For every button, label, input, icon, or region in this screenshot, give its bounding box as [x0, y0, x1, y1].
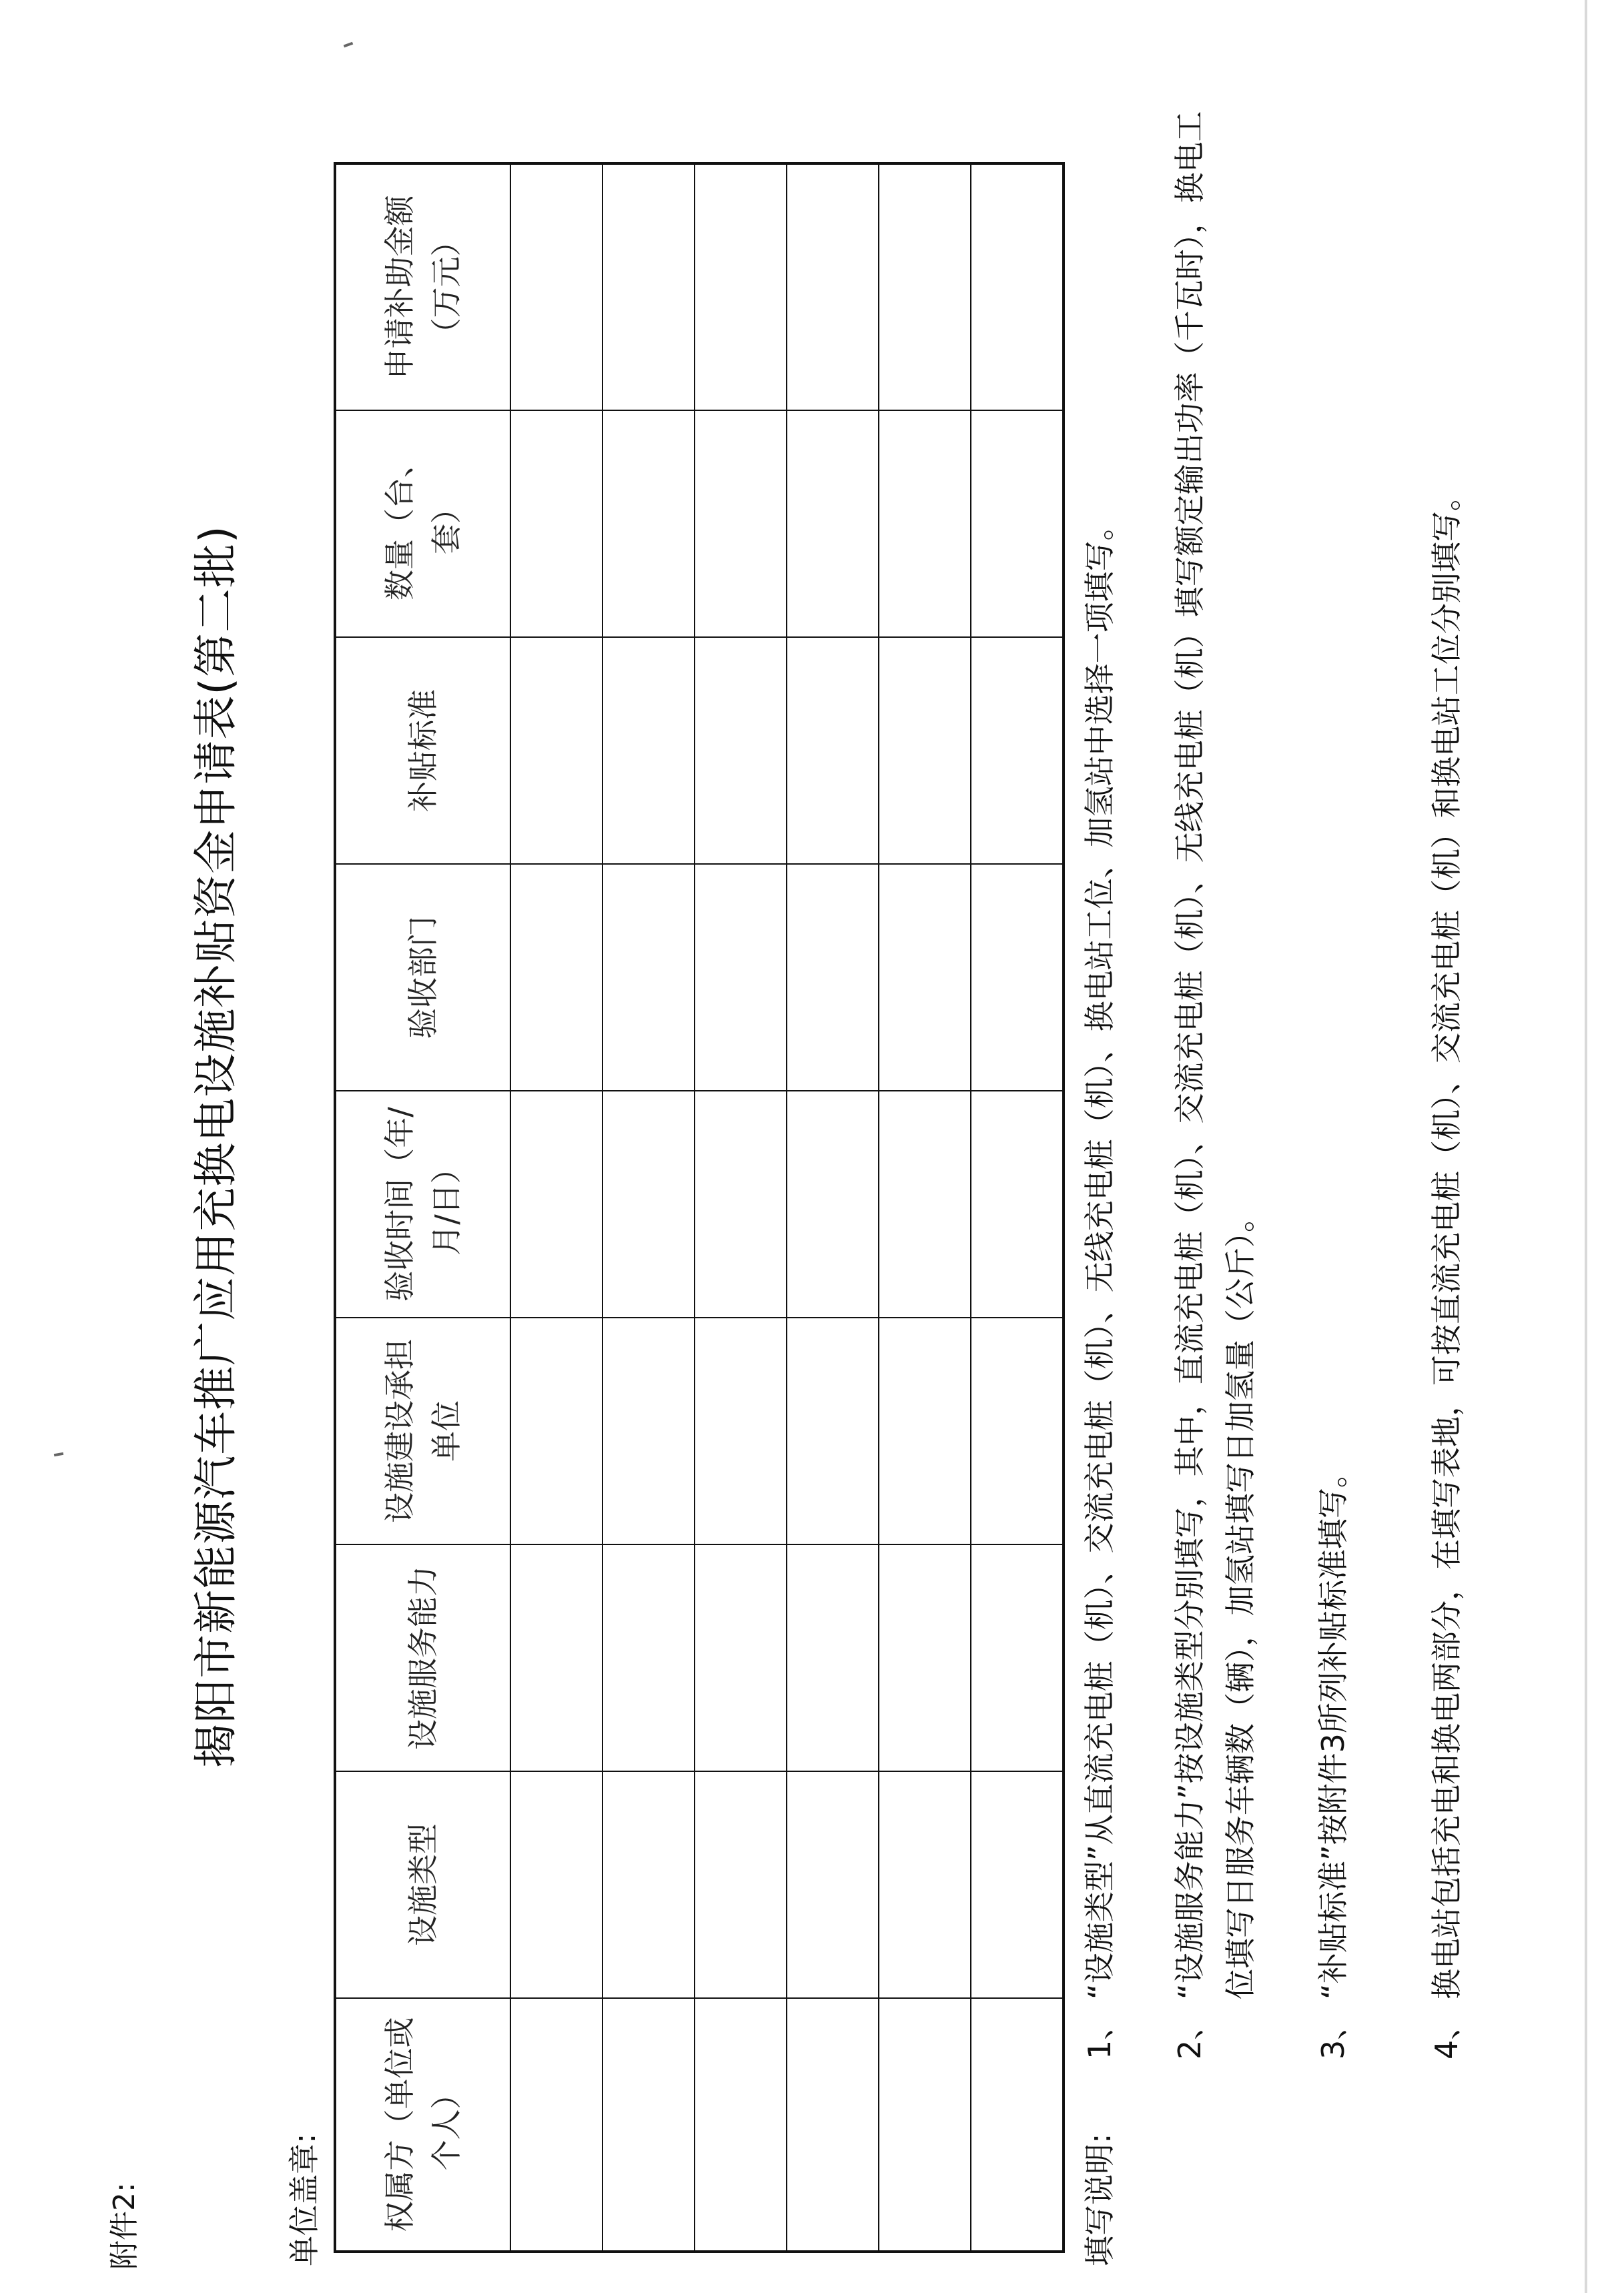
- table-cell[interactable]: [879, 163, 971, 410]
- page-title: 揭阳市新能源汽车推广应用充换电设施补贴资金申请表(第二批): [190, 525, 242, 1768]
- header-subsidy-amount: 申请补助金额（万元）: [335, 163, 510, 410]
- table-cell[interactable]: [510, 163, 602, 410]
- table-cell[interactable]: [971, 1771, 1064, 1998]
- instruction-text: “设施类型”从直流充电桩（机）、交流充电桩（机）、无线充电桩（机）、换电站工位、加氢站中选择一项填写。: [1082, 510, 1118, 1999]
- table-cell[interactable]: [602, 1544, 695, 1771]
- header-service-capacity: 设施服务能力: [335, 1544, 510, 1771]
- header-acceptance-date: 验收时间（年/月/日）: [335, 1091, 510, 1318]
- table-cell[interactable]: [879, 1544, 971, 1771]
- table-cell[interactable]: [510, 1091, 602, 1318]
- header-facility-type: 设施类型: [335, 1771, 510, 1998]
- instruction-number: 2、: [1172, 2009, 1208, 2059]
- application-table: [334, 162, 1065, 2253]
- table-cell[interactable]: [787, 163, 879, 410]
- table-cell[interactable]: [879, 1998, 971, 2252]
- instructions-title: 填写说明:: [1082, 2133, 1118, 2266]
- table-row: [971, 163, 1064, 2252]
- table-cell[interactable]: [695, 163, 787, 410]
- table-cell[interactable]: [602, 1998, 695, 2252]
- instruction-text: “补贴标准”按附件3所列补贴标准填写。: [1315, 1457, 1351, 1999]
- table-cell[interactable]: [787, 410, 879, 637]
- instruction-item: [1074, 91, 1125, 2059]
- table-row: [879, 163, 971, 2252]
- table-cell[interactable]: [787, 1998, 879, 2252]
- table-row: [510, 163, 602, 2252]
- table-cell[interactable]: [971, 410, 1064, 637]
- table-row: [695, 163, 787, 2252]
- table-row: [787, 163, 879, 2252]
- table-row: [602, 163, 695, 2252]
- attachment-label: 附件2:: [107, 2182, 141, 2270]
- scan-speck: [54, 1452, 63, 1456]
- table-cell[interactable]: [510, 1544, 602, 1771]
- instruction-text: “设施服务能力”按设施类型分别填写，其中，直流充电桩（机）、交流充电桩（机）、无线充电桩（机）填写额定输出功率（千瓦时），换电工位填写日服务车辆数（辆），加氢站填写日加氢量（公斤）。: [1172, 111, 1258, 1999]
- table-cell[interactable]: [971, 864, 1064, 1091]
- table-cell[interactable]: [695, 1318, 787, 1544]
- instruction-item: [1164, 91, 1266, 2059]
- table-cell[interactable]: [879, 1318, 971, 1544]
- table-cell[interactable]: [602, 1771, 695, 1998]
- table-cell[interactable]: [787, 1091, 879, 1318]
- instruction-item: [1421, 91, 1472, 2059]
- table-cell[interactable]: [787, 1544, 879, 1771]
- scan-speck: [344, 42, 354, 48]
- header-builder: 设施建设承担单位: [335, 1318, 510, 1544]
- table-cell[interactable]: [510, 1318, 602, 1544]
- header-quantity: 数量（台、套）: [335, 410, 510, 637]
- table-cell[interactable]: [879, 410, 971, 637]
- table-cell[interactable]: [971, 1998, 1064, 2252]
- table-cell[interactable]: [879, 864, 971, 1091]
- table-cell[interactable]: [971, 1318, 1064, 1544]
- instruction-item: [1308, 91, 1358, 2059]
- table-cell[interactable]: [510, 1771, 602, 1998]
- table-cell[interactable]: [971, 163, 1064, 410]
- table-cell[interactable]: [602, 637, 695, 864]
- instruction-number: 4、: [1429, 2009, 1465, 2059]
- table-cell[interactable]: [602, 410, 695, 637]
- table-cell[interactable]: [971, 637, 1064, 864]
- table-cell[interactable]: [787, 864, 879, 1091]
- table-cell[interactable]: [787, 1771, 879, 1998]
- table-cell[interactable]: [971, 1544, 1064, 1771]
- table-cell[interactable]: [695, 1091, 787, 1318]
- table-cell[interactable]: [695, 637, 787, 864]
- table-cell[interactable]: [510, 1998, 602, 2252]
- table-cell[interactable]: [879, 637, 971, 864]
- header-acceptance-dept: 验收部门: [335, 864, 510, 1091]
- table-cell[interactable]: [787, 637, 879, 864]
- table-cell[interactable]: [879, 1771, 971, 1998]
- table-cell[interactable]: [695, 410, 787, 637]
- table-cell[interactable]: [510, 864, 602, 1091]
- header-owner: 权属方（单位或个人）: [335, 1998, 510, 2252]
- table-cell[interactable]: [971, 1091, 1064, 1318]
- table-header-row: [335, 163, 510, 2252]
- table-cell[interactable]: [602, 163, 695, 410]
- table-cell[interactable]: [510, 637, 602, 864]
- scan-fold-line: [1585, 0, 1587, 2293]
- table-cell[interactable]: [879, 1091, 971, 1318]
- table-cell[interactable]: [695, 1544, 787, 1771]
- seal-label: 单位盖章:: [286, 2133, 322, 2266]
- instruction-text: 换电站包括充电和换电两部分，在填写表地，可按直流充电桩（机）、交流充电桩（机）和换电站工位分别填写。: [1429, 480, 1465, 1999]
- header-subsidy-standard: 补贴标准: [335, 637, 510, 864]
- table-cell[interactable]: [695, 864, 787, 1091]
- instruction-number: 3、: [1315, 2009, 1351, 2059]
- table-cell[interactable]: [602, 1091, 695, 1318]
- table-cell[interactable]: [602, 1318, 695, 1544]
- instruction-number: 1、: [1082, 2009, 1118, 2059]
- table-cell[interactable]: [695, 1771, 787, 1998]
- table-cell[interactable]: [510, 410, 602, 637]
- table-cell[interactable]: [602, 864, 695, 1091]
- table-cell[interactable]: [695, 1998, 787, 2252]
- table-cell[interactable]: [787, 1318, 879, 1544]
